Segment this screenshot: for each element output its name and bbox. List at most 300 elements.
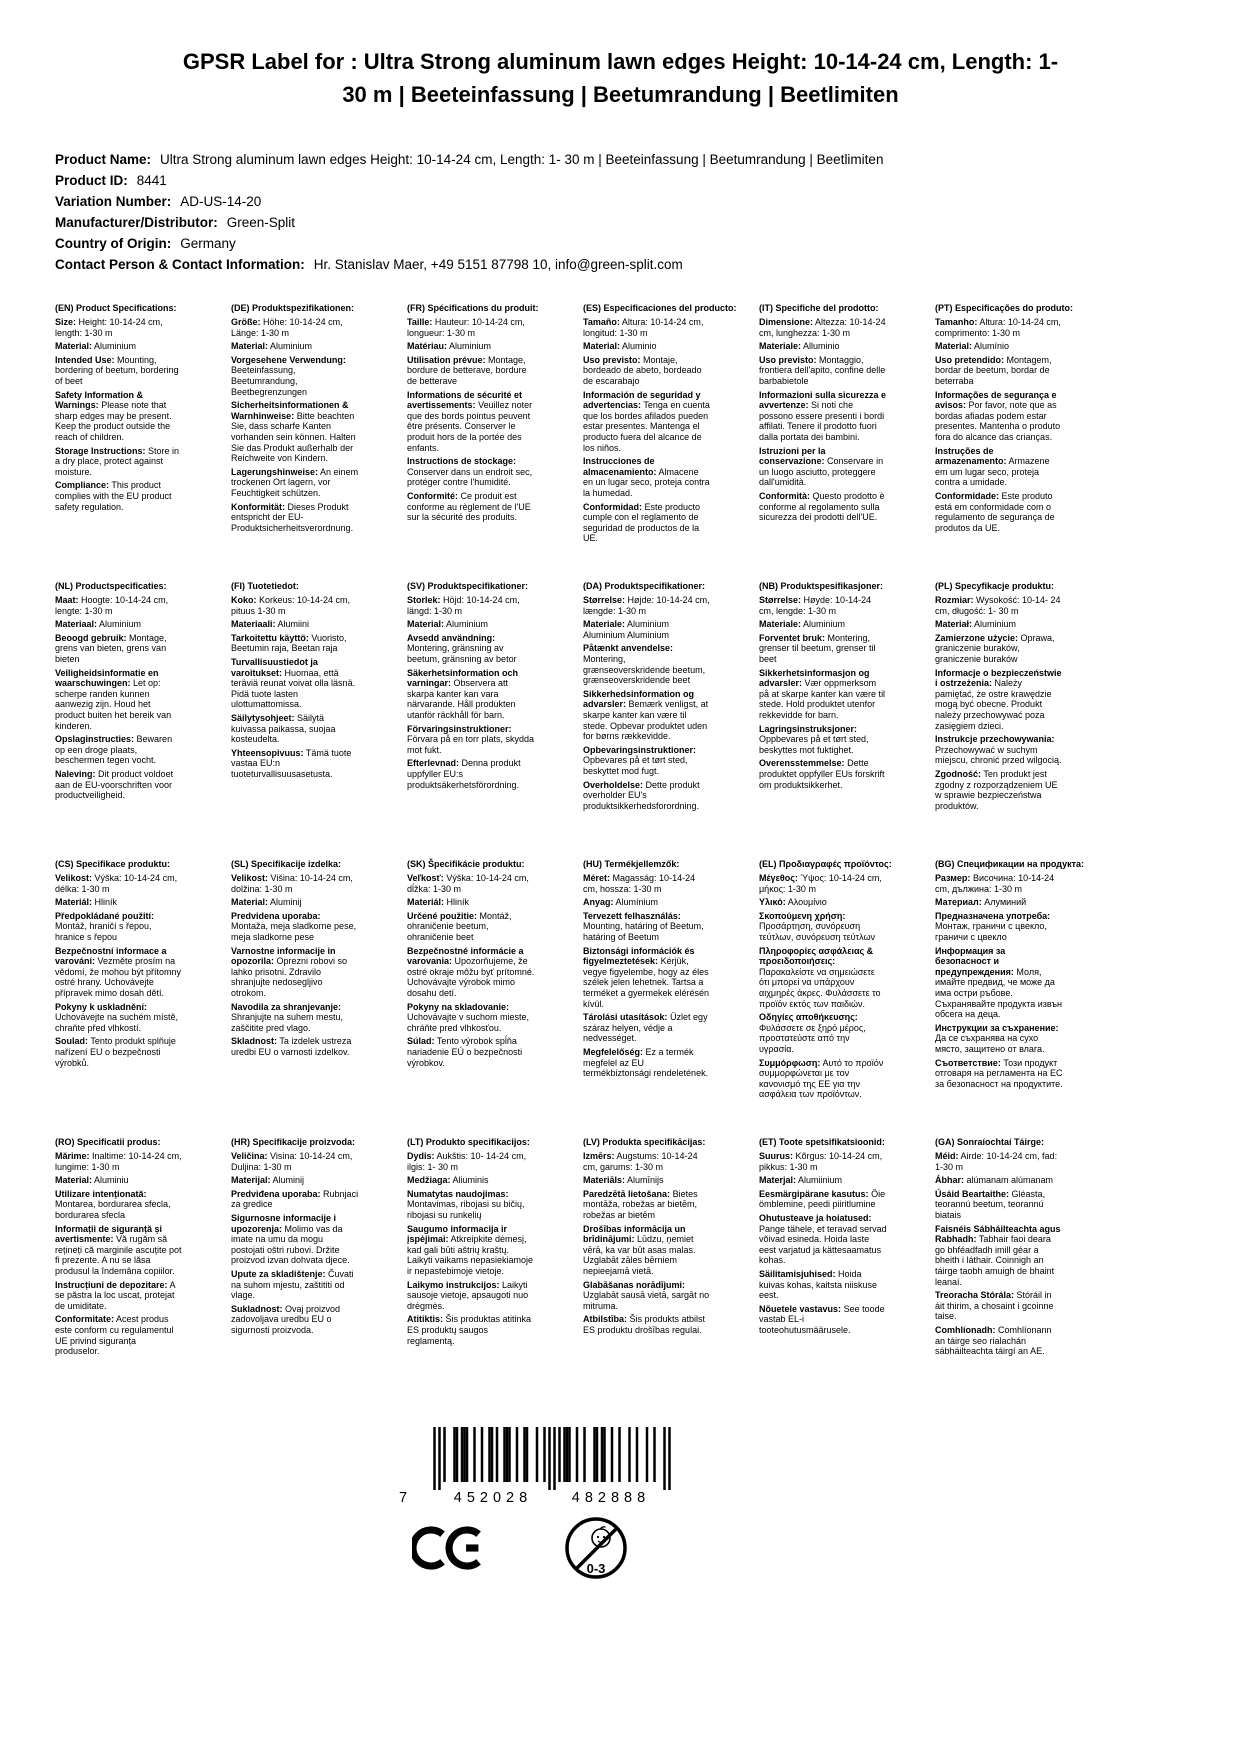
spec-label: Efterlevnad: xyxy=(407,758,460,769)
spec-label: Megfelelőség: xyxy=(583,1047,644,1058)
spec-text: Augstums: 10-14-24 cm, garums: 1-30 m xyxy=(583,1150,698,1172)
spec-section xyxy=(407,355,535,387)
spec-text: Montaža, meja sladkorne pese, meja sladkorne pese xyxy=(231,921,357,942)
language-heading: (HR) Specifikacije proizvoda: xyxy=(231,1137,356,1148)
spec-text: Výška: 10-14-24 cm, dĺžka: 1-30 m xyxy=(407,872,529,894)
spec-label: Saugumo informacija ir įspėjimai: xyxy=(407,1223,508,1245)
spec-label: Zgodność: xyxy=(935,769,981,780)
spec-text: Conservare in un luogo asciutto, proteggere dall'umidità. xyxy=(759,456,884,488)
spec-section xyxy=(407,1151,535,1172)
spec-section xyxy=(759,1189,887,1210)
spec-text: Aliuminis xyxy=(452,1175,489,1186)
spec-section xyxy=(583,873,711,894)
spec-text: Opbevares på et tørt sted, beskyttet mod fugt. xyxy=(583,755,688,777)
spec-text: Oppbevares på et tørt sted, beskyttes mot fuktighet. xyxy=(759,734,869,755)
spec-section xyxy=(583,643,711,685)
spec-section xyxy=(935,1290,1063,1322)
spec-text: Veuillez noter que des bords pointus peuvent être présents. Conserver le produit hors de la portée des enfants. xyxy=(407,400,533,453)
spec-label: Material: xyxy=(231,897,269,908)
spec-text: Stóráil in áit thirim, a chosaint i gcoinne taise. xyxy=(935,1290,1054,1322)
spec-label: Säilytysohjeet: xyxy=(231,712,295,723)
spec-section xyxy=(759,1012,887,1054)
field-value: Hr. Stanislav Maer, +49 5151 87798 10, info@green-split.com xyxy=(313,257,683,273)
language-body xyxy=(55,873,183,1068)
spec-section xyxy=(759,341,887,352)
spec-section xyxy=(55,355,183,387)
spec-label: Opbevaringsinstruktioner: xyxy=(583,744,697,755)
spec-section xyxy=(55,341,183,352)
spec-text: Beeteinfassung, Beetumrandung, Beetbegrenzungen xyxy=(231,365,308,397)
spec-section xyxy=(231,946,359,999)
spec-section xyxy=(407,595,535,616)
spec-label: Turvallisuustiedot ja varoitukset: xyxy=(231,656,318,678)
spec-section xyxy=(407,1224,535,1277)
spec-label: Avsedd användning: xyxy=(407,632,496,643)
language-body xyxy=(759,1151,887,1336)
field-value: Ultra Strong aluminum lawn edges Height: 10-14-24 cm, Length: 1- 30 m | Beeteinfassung | Beetumrandung | Beetlimiten xyxy=(160,152,884,167)
spec-text: Montering, grenser til beetum, grenser til beet xyxy=(759,632,876,664)
spec-section xyxy=(55,1002,183,1034)
spec-text: Uchovávejte na suchém místě, chraňte před vlhkostí. xyxy=(55,1012,179,1033)
spec-label: Yhteensopivuus: xyxy=(231,747,304,758)
language-body xyxy=(231,317,359,534)
spec-text: Aluminiu xyxy=(94,1175,129,1186)
spec-section xyxy=(759,1304,887,1336)
spec-section xyxy=(231,619,359,630)
spec-section xyxy=(583,780,711,812)
spec-section xyxy=(231,341,359,352)
language-body xyxy=(231,873,359,1058)
field-label: Product ID: xyxy=(55,173,128,189)
spec-label: Material: xyxy=(935,341,973,352)
spec-text: Šis produktas atitinka ES produktų saugos reglamentą. xyxy=(407,1314,532,1346)
spec-text: Altura: 10-14-24 cm, comprimento: 1-30 m xyxy=(935,316,1061,338)
spec-section xyxy=(935,355,1063,387)
spec-label: Storlek: xyxy=(407,594,441,605)
spec-section xyxy=(583,745,711,777)
spec-text: Shranjujte na suhem mestu, zaščitite pred vlago. xyxy=(231,1012,344,1033)
spec-label: Tamanho: xyxy=(935,316,978,327)
spec-text: Montage, grens van bieten, grens van bieten xyxy=(55,632,167,664)
spec-section xyxy=(759,897,887,908)
language-heading: (BG) Спецификации на продукта: xyxy=(935,859,1085,870)
spec-text: Este producto cumple con el reglamento de seguridad de productos de la UE. xyxy=(583,501,701,544)
field-label: Country of Origin: xyxy=(55,236,172,252)
spec-label: Informacje o bezpieczeństwie i ostrzeżenia: xyxy=(935,667,1062,689)
language-block xyxy=(935,859,1111,1137)
spec-section xyxy=(583,619,711,640)
spec-section xyxy=(935,491,1063,533)
spec-label: Pokyny na skladovanie: xyxy=(407,1001,510,1012)
language-block xyxy=(759,859,935,1137)
spec-label: Material: xyxy=(55,1175,93,1186)
spec-label: Conformité: xyxy=(407,491,458,502)
spec-label: Předpokládané použití: xyxy=(55,910,155,921)
spec-section xyxy=(55,1151,183,1172)
spec-text: Høyde: 10-14-24 cm, lengde: 1-30 m xyxy=(759,594,872,616)
spec-label: Compliance: xyxy=(55,480,110,491)
spec-text: Należy pamiętać, że ostre krawędzie mogą być obecne. Produkt należy przechowywać poza zasięgiem dzieci. xyxy=(935,678,1052,731)
spec-section xyxy=(759,911,887,943)
spec-text: Монтаж, граничи с цвекло, граничи с цвекло xyxy=(935,921,1047,942)
spec-section xyxy=(759,619,887,630)
spec-label: Beoogd gebruik: xyxy=(55,632,127,643)
spec-section xyxy=(231,657,359,710)
spec-section xyxy=(231,1175,359,1186)
spec-label: Utilisation prévue: xyxy=(407,354,486,365)
spec-label: Safety Information & Warnings: xyxy=(55,389,144,411)
spec-text: Hauteur: 10-14-24 cm, longueur: 1-30 m xyxy=(407,316,525,338)
spec-label: Matériau: xyxy=(407,341,448,352)
spec-text: Aluminium xyxy=(94,341,137,352)
spec-label: Materiale: xyxy=(759,341,802,352)
language-block xyxy=(935,1137,1111,1415)
spec-label: Veľkosť: xyxy=(407,872,444,883)
spec-section xyxy=(407,633,535,665)
spec-text: Моля, имайте предвид, че може да има остри ръбове. Съхранявайте продукта извън обсега на деца. xyxy=(935,966,1062,1020)
spec-label: Conformidade: xyxy=(935,491,999,502)
spec-label: Größe: xyxy=(231,316,261,327)
age-warning-text: 0-3 xyxy=(586,1561,606,1577)
spec-label: Tamaño: xyxy=(583,316,620,327)
spec-label: Intended Use: xyxy=(55,354,115,365)
spec-label: Materiál: xyxy=(55,897,93,908)
spec-section xyxy=(583,502,711,544)
language-grid xyxy=(55,303,1186,1415)
spec-section xyxy=(231,713,359,745)
spec-text: Montavimas, ribojasi su bičių, ribojasi su runkelių xyxy=(407,1199,525,1220)
spec-text: Montáž, hraničí s řepou, hranice s řepou xyxy=(55,921,152,942)
spec-text: Tämä tuote vastaa EU:n tuoteturvallisuusasetusta. xyxy=(231,747,352,780)
manufacturer-row xyxy=(55,212,1186,233)
spec-label: Съответствие: xyxy=(935,1057,1001,1068)
spec-section xyxy=(407,1002,535,1034)
spec-label: Taille: xyxy=(407,316,433,327)
spec-section xyxy=(55,633,183,665)
spec-label: Soulad: xyxy=(55,1036,88,1047)
spec-section xyxy=(935,734,1063,766)
language-body xyxy=(759,317,887,523)
spec-text: Denna produkt uppfyller EU:s produktsäkerhetsförordning. xyxy=(407,758,521,790)
spec-label: Materiāls: xyxy=(583,1175,626,1186)
spec-text: alúmanam alúmanam xyxy=(966,1175,1054,1186)
language-body xyxy=(583,317,711,544)
spec-section xyxy=(935,595,1063,616)
language-heading: (DA) Produktspecifikationer: xyxy=(583,581,706,592)
spec-text: Üzlet egy száraz helyen, védje a nedvességet. xyxy=(583,1012,708,1044)
spec-text: Aluminio xyxy=(622,341,657,352)
spec-label: Size: xyxy=(55,316,77,327)
spec-section xyxy=(759,1269,887,1301)
language-body xyxy=(55,317,183,512)
spec-section xyxy=(935,1224,1063,1288)
language-heading: (ET) Toote spetsifikatsioonid: xyxy=(759,1137,885,1148)
spec-text: Kõrgus: 10-14-24 cm, pikkus: 1-30 m xyxy=(759,1150,883,1172)
spec-text: Bitte beachten Sie, dass scharfe Kanten vorhanden sein können. Halten Sie das Produkt außerhalb der Reichweite von Kindern. xyxy=(231,410,356,464)
spec-label: Conformidad: xyxy=(583,501,642,512)
spec-section xyxy=(231,1036,359,1057)
spec-section xyxy=(231,1213,359,1266)
spec-section xyxy=(759,946,887,1010)
spec-label: Forventet bruk: xyxy=(759,632,826,643)
spec-text: Altezza: 10-14-24 cm, lunghezza: 1-30 m xyxy=(759,316,886,338)
language-body xyxy=(231,1151,359,1336)
spec-label: Sukladnost: xyxy=(231,1303,283,1314)
spec-label: Dimensione: xyxy=(759,316,814,327)
spec-section xyxy=(231,873,359,894)
language-body xyxy=(407,1151,535,1346)
spec-text: Visina: 10-14-24 cm, Duljina: 1-30 m xyxy=(231,1150,353,1172)
spec-label: Zamierzone użycie: xyxy=(935,632,1019,643)
spec-text: Šis produkts atbilst ES produktu drošības regulai. xyxy=(583,1314,706,1336)
spec-text: Bemærk venligst, at skarpe kanter kan være til stede. Opbevar produktet uden for børns rækkevidde. xyxy=(583,699,709,742)
language-block xyxy=(407,1137,583,1415)
spec-section xyxy=(935,1189,1063,1221)
spec-label: Eesmärgipärane kasutus: xyxy=(759,1188,869,1199)
spec-label: Lagerungshinweise: xyxy=(231,466,319,477)
spec-section xyxy=(407,946,535,999)
language-heading: (FI) Tuotetiedot: xyxy=(231,581,299,592)
language-block xyxy=(583,581,759,859)
age-warning-0-3-icon xyxy=(563,1509,629,1587)
spec-label: Størrelse: xyxy=(583,594,626,605)
spec-section xyxy=(583,689,711,742)
spec-section xyxy=(935,668,1063,732)
spec-section xyxy=(407,341,535,352)
spec-label: Material: xyxy=(407,619,445,630)
spec-label: Tarkoitettu käyttö: xyxy=(231,632,309,643)
spec-text: Alumiini xyxy=(277,619,310,630)
spec-text: Vă rugăm să rețineți că marginile ascuțite pot fi prezente. A nu se lăsa produsul la îndemâna copiilor. xyxy=(55,1234,182,1276)
spec-section xyxy=(55,1036,183,1068)
spec-label: Instrucțiuni de depozitare: xyxy=(55,1279,168,1290)
spec-label: Materiale: xyxy=(759,619,802,630)
spec-section xyxy=(935,911,1063,943)
spec-label: Ábhar: xyxy=(935,1175,964,1186)
spec-text: Aluminium xyxy=(99,619,142,630)
product-name-row xyxy=(55,149,1186,170)
spec-section xyxy=(55,668,183,732)
spec-text: Čuvati na suhom mjestu, zaštititi od vlage. xyxy=(231,1268,354,1301)
spec-section xyxy=(759,1151,887,1172)
spec-text: Montage, bordure de betterave, bordure de betterave xyxy=(407,354,527,386)
spec-section xyxy=(407,1314,535,1346)
spec-section xyxy=(583,897,711,908)
spec-label: Utilizare intenționată: xyxy=(55,1188,147,1199)
spec-label: Overholdelse: xyxy=(583,779,644,790)
spec-text: Mounting, határing of Beetum, határing of Beetum xyxy=(583,921,704,942)
language-body xyxy=(935,1151,1063,1357)
spec-label: Informações de segurança e avisos: xyxy=(935,389,1057,411)
spec-label: Koko: xyxy=(231,594,257,605)
spec-text: Hliník xyxy=(446,897,470,908)
spec-label: Rozmiar: xyxy=(935,594,974,605)
spec-label: Úsáid Beartaithe: xyxy=(935,1188,1010,1199)
language-body xyxy=(407,595,535,790)
spec-label: Informazioni sulla sicurezza e avvertenze: xyxy=(759,389,887,411)
spec-section xyxy=(55,1280,183,1312)
spec-section xyxy=(935,1151,1063,1172)
spec-text: Upozorňujeme, že ostré okraje môžu byť prítomné. Uchovávajte výrobok mimo dosahu detí. xyxy=(407,956,535,998)
spec-text: Dit product voldoet aan de EU-voorschriften voor productveiligheid. xyxy=(55,769,174,801)
spec-label: Συμμόρφωση: xyxy=(759,1057,821,1068)
spec-label: Säilitamisjuhised: xyxy=(759,1268,836,1279)
spec-label: Sikkerhedsinformation og advarsler: xyxy=(583,688,695,710)
spec-text: Korkeus: 10-14-24 cm, pituus 1-30 m xyxy=(231,594,351,616)
spec-label: Súlad: xyxy=(407,1036,435,1047)
language-heading: (PL) Specyfikacje produktu: xyxy=(935,581,1055,592)
spec-text: Tento výrobok spĺňa nariadenie EÚ o bezpečnosti výrobkov. xyxy=(407,1036,523,1068)
field-value: Germany xyxy=(180,236,236,252)
spec-label: Предназначена употреба: xyxy=(935,910,1051,921)
language-heading: (ES) Especificaciones del producto: xyxy=(583,303,737,314)
spec-section xyxy=(55,897,183,908)
spec-label: Förvaringsinstruktioner: xyxy=(407,723,512,734)
spec-text: Molimo vas da imate na umu da mogu postojati oštri rubovi. Držite proizvod izvan dohvata djece. xyxy=(231,1223,350,1266)
spec-text: Almacene en un lugar seco, proteja contra la humedad. xyxy=(583,466,710,499)
language-heading: (SK) Špecifikácie produktu: xyxy=(407,859,525,870)
spec-label: Biztonsági információk és figyelmeztetések: xyxy=(583,945,695,967)
spec-label: Istruzioni per la conservazione: xyxy=(759,445,826,467)
spec-section xyxy=(935,1325,1063,1357)
spec-section xyxy=(407,724,535,756)
spec-section xyxy=(231,748,359,780)
spec-label: Инструкции за съхранение: xyxy=(935,1022,1059,1033)
spec-section xyxy=(583,1047,711,1079)
spec-text: Alumīnijs xyxy=(627,1175,664,1186)
spec-text: Uchovávajte v suchom mieste, chráňte pred vlhkosťou. xyxy=(407,1012,530,1033)
spec-label: Laikymo instrukcijos: xyxy=(407,1279,500,1290)
language-heading: (NB) Produktspesifikasjoner: xyxy=(759,581,884,592)
language-body xyxy=(231,595,359,780)
spec-section xyxy=(583,341,711,352)
spec-text: Aluminium xyxy=(974,619,1017,630)
spec-section xyxy=(583,1175,711,1186)
spec-label: Sicherheitsinformationen & Warnhinweise: xyxy=(231,400,349,421)
spec-text: Montaggio, frontiera dell'apito, confine delle barbabietole xyxy=(759,354,886,386)
spec-section xyxy=(231,502,359,534)
spec-text: Aluminium xyxy=(446,619,489,630)
spec-text: Store in a dry place, protect against moisture. xyxy=(55,445,180,477)
spec-text: Armazene em um lugar seco, proteja contra a umidade. xyxy=(935,456,1050,488)
language-block xyxy=(55,303,231,581)
spec-label: Ohutusteave ja hoiatused: xyxy=(759,1212,872,1223)
spec-label: Konformität: xyxy=(231,501,285,512)
language-heading: (DE) Produktspezifikationen: xyxy=(231,303,355,314)
spec-text: Ta izdelek ustreza uredbi EU o varnosti izdelkov. xyxy=(231,1036,352,1058)
spec-section xyxy=(231,911,359,943)
spec-label: Информация за безопасност и предупреждения: xyxy=(935,945,1014,977)
spec-label: Materiał: xyxy=(935,619,973,630)
spec-label: Overensstemmelse: xyxy=(759,758,845,769)
language-body xyxy=(583,1151,711,1336)
spec-label: Sigurnosne informacije i upozorenja: xyxy=(231,1212,337,1234)
spec-label: Pokyny k uskladnění: xyxy=(55,1001,148,1012)
spec-label: Материал: xyxy=(935,897,982,908)
spec-label: Materiaali: xyxy=(231,619,276,630)
spec-section xyxy=(759,491,887,523)
spec-label: Uso previsto: xyxy=(759,354,817,365)
spec-text: Pange tähele, et teravad servad võivad esineda. Hoida laste eest varjatud ja kättesaamatus kohas. xyxy=(759,1223,887,1266)
spec-label: Materiale: xyxy=(583,619,626,630)
spec-section xyxy=(407,317,535,338)
spec-text: Алуминий xyxy=(984,897,1027,908)
spec-label: Méret: xyxy=(583,872,611,883)
spec-label: Skladnost: xyxy=(231,1036,278,1047)
label-footer xyxy=(55,1415,1186,1715)
language-block xyxy=(231,581,407,859)
spec-label: Numatytas naudojimas: xyxy=(407,1188,509,1199)
language-block xyxy=(407,303,583,581)
contact-row xyxy=(55,254,1186,275)
language-heading: (EL) Προδιαγραφές προϊόντος: xyxy=(759,859,892,870)
spec-text: Bietes montāža, robežas ar bietēm, robežas ar bietēm xyxy=(583,1188,698,1220)
language-block xyxy=(935,303,1111,581)
spec-text: Airde: 10-14-24 cm, fad: 1-30 m xyxy=(935,1150,1058,1172)
spec-text: Αλουμίνιο xyxy=(787,897,827,908)
language-heading: (HU) Termékjellemzők: xyxy=(583,859,680,870)
spec-text: Hoida kuivas kohas, kaitsta niiskuse eest. xyxy=(759,1268,878,1301)
spec-label: Størrelse: xyxy=(759,594,802,605)
spec-section xyxy=(759,317,887,338)
spec-label: Υλικό: xyxy=(759,897,786,908)
spec-label: Mărime: xyxy=(55,1150,90,1161)
spec-label: Vorgesehene Verwendung: xyxy=(231,354,346,365)
spec-label: Uso previsto: xyxy=(583,354,641,365)
spec-text: Vuoristo, Beetumin raja, Beetan raja xyxy=(231,632,347,654)
spec-text: This product complies with the EU product safety regulation. xyxy=(55,480,172,512)
spec-text: Let op: scherpe randen kunnen aanwezig zijn. Houd het product buiten het bereik van kinderen. xyxy=(55,678,172,731)
spec-section xyxy=(583,456,711,498)
language-block xyxy=(55,1137,231,1415)
language-block xyxy=(231,303,407,581)
spec-section xyxy=(407,873,535,894)
spec-text: Por favor, note que as bordas afiadas podem estar presentes. Mantenha o produto fora do alcance das crianças. xyxy=(935,400,1061,442)
spec-section xyxy=(759,1213,887,1266)
spec-label: Atbilstība: xyxy=(583,1314,627,1325)
spec-section xyxy=(935,946,1063,1020)
spec-section xyxy=(55,619,183,630)
spec-label: Nõuetele vastavus: xyxy=(759,1303,842,1314)
language-block xyxy=(55,581,231,859)
spec-section xyxy=(935,1058,1063,1090)
spec-text: Vezměte prosím na vědomí, že mohou být přítomny ostré hrany. Uchovávejte přípravek mimo dosah dětí. xyxy=(55,956,182,998)
spec-label: Comhlíonadh: xyxy=(935,1325,996,1336)
spec-text: Atkreipkite dėmesį, kad gali būti aštrių kraštų. Laikyti vaikams nepasiekiamoje ir nepastebimoje vietoje. xyxy=(407,1234,534,1276)
spec-section xyxy=(231,1304,359,1336)
spec-section xyxy=(759,595,887,616)
spec-section xyxy=(231,897,359,908)
spec-section xyxy=(759,1175,887,1186)
field-label: Product Name: xyxy=(55,152,152,167)
spec-label: Μέγεθος: xyxy=(759,872,798,883)
spec-text: Rubnjaci za gredice xyxy=(231,1188,359,1210)
spec-label: Treoracha Stórála: xyxy=(935,1290,1015,1301)
spec-text: Förvara på en torr plats, skydda mot fukt. xyxy=(407,734,535,755)
spec-section xyxy=(935,619,1063,630)
language-block xyxy=(407,859,583,1137)
spec-text: Questo prodotto è conforme al regolamento sulla sicurezza dei prodotti dell'UE. xyxy=(759,491,885,523)
spec-section xyxy=(935,897,1063,908)
spec-label: Upute za skladištenje: xyxy=(231,1268,326,1279)
language-body xyxy=(759,595,887,790)
language-heading: (CS) Specifikace produktu: xyxy=(55,859,171,870)
spec-section xyxy=(935,769,1063,811)
spec-text: Alumínio xyxy=(974,341,1010,352)
spec-section xyxy=(231,467,359,499)
spec-section xyxy=(55,769,183,801)
page-title: GPSR Label for : Ultra Strong aluminum lawn edges Height: 10-14-24 cm, Length: 1- 30 m | Beeteinfassung | Beetumrandung | Beetlimiten xyxy=(182,49,1059,107)
